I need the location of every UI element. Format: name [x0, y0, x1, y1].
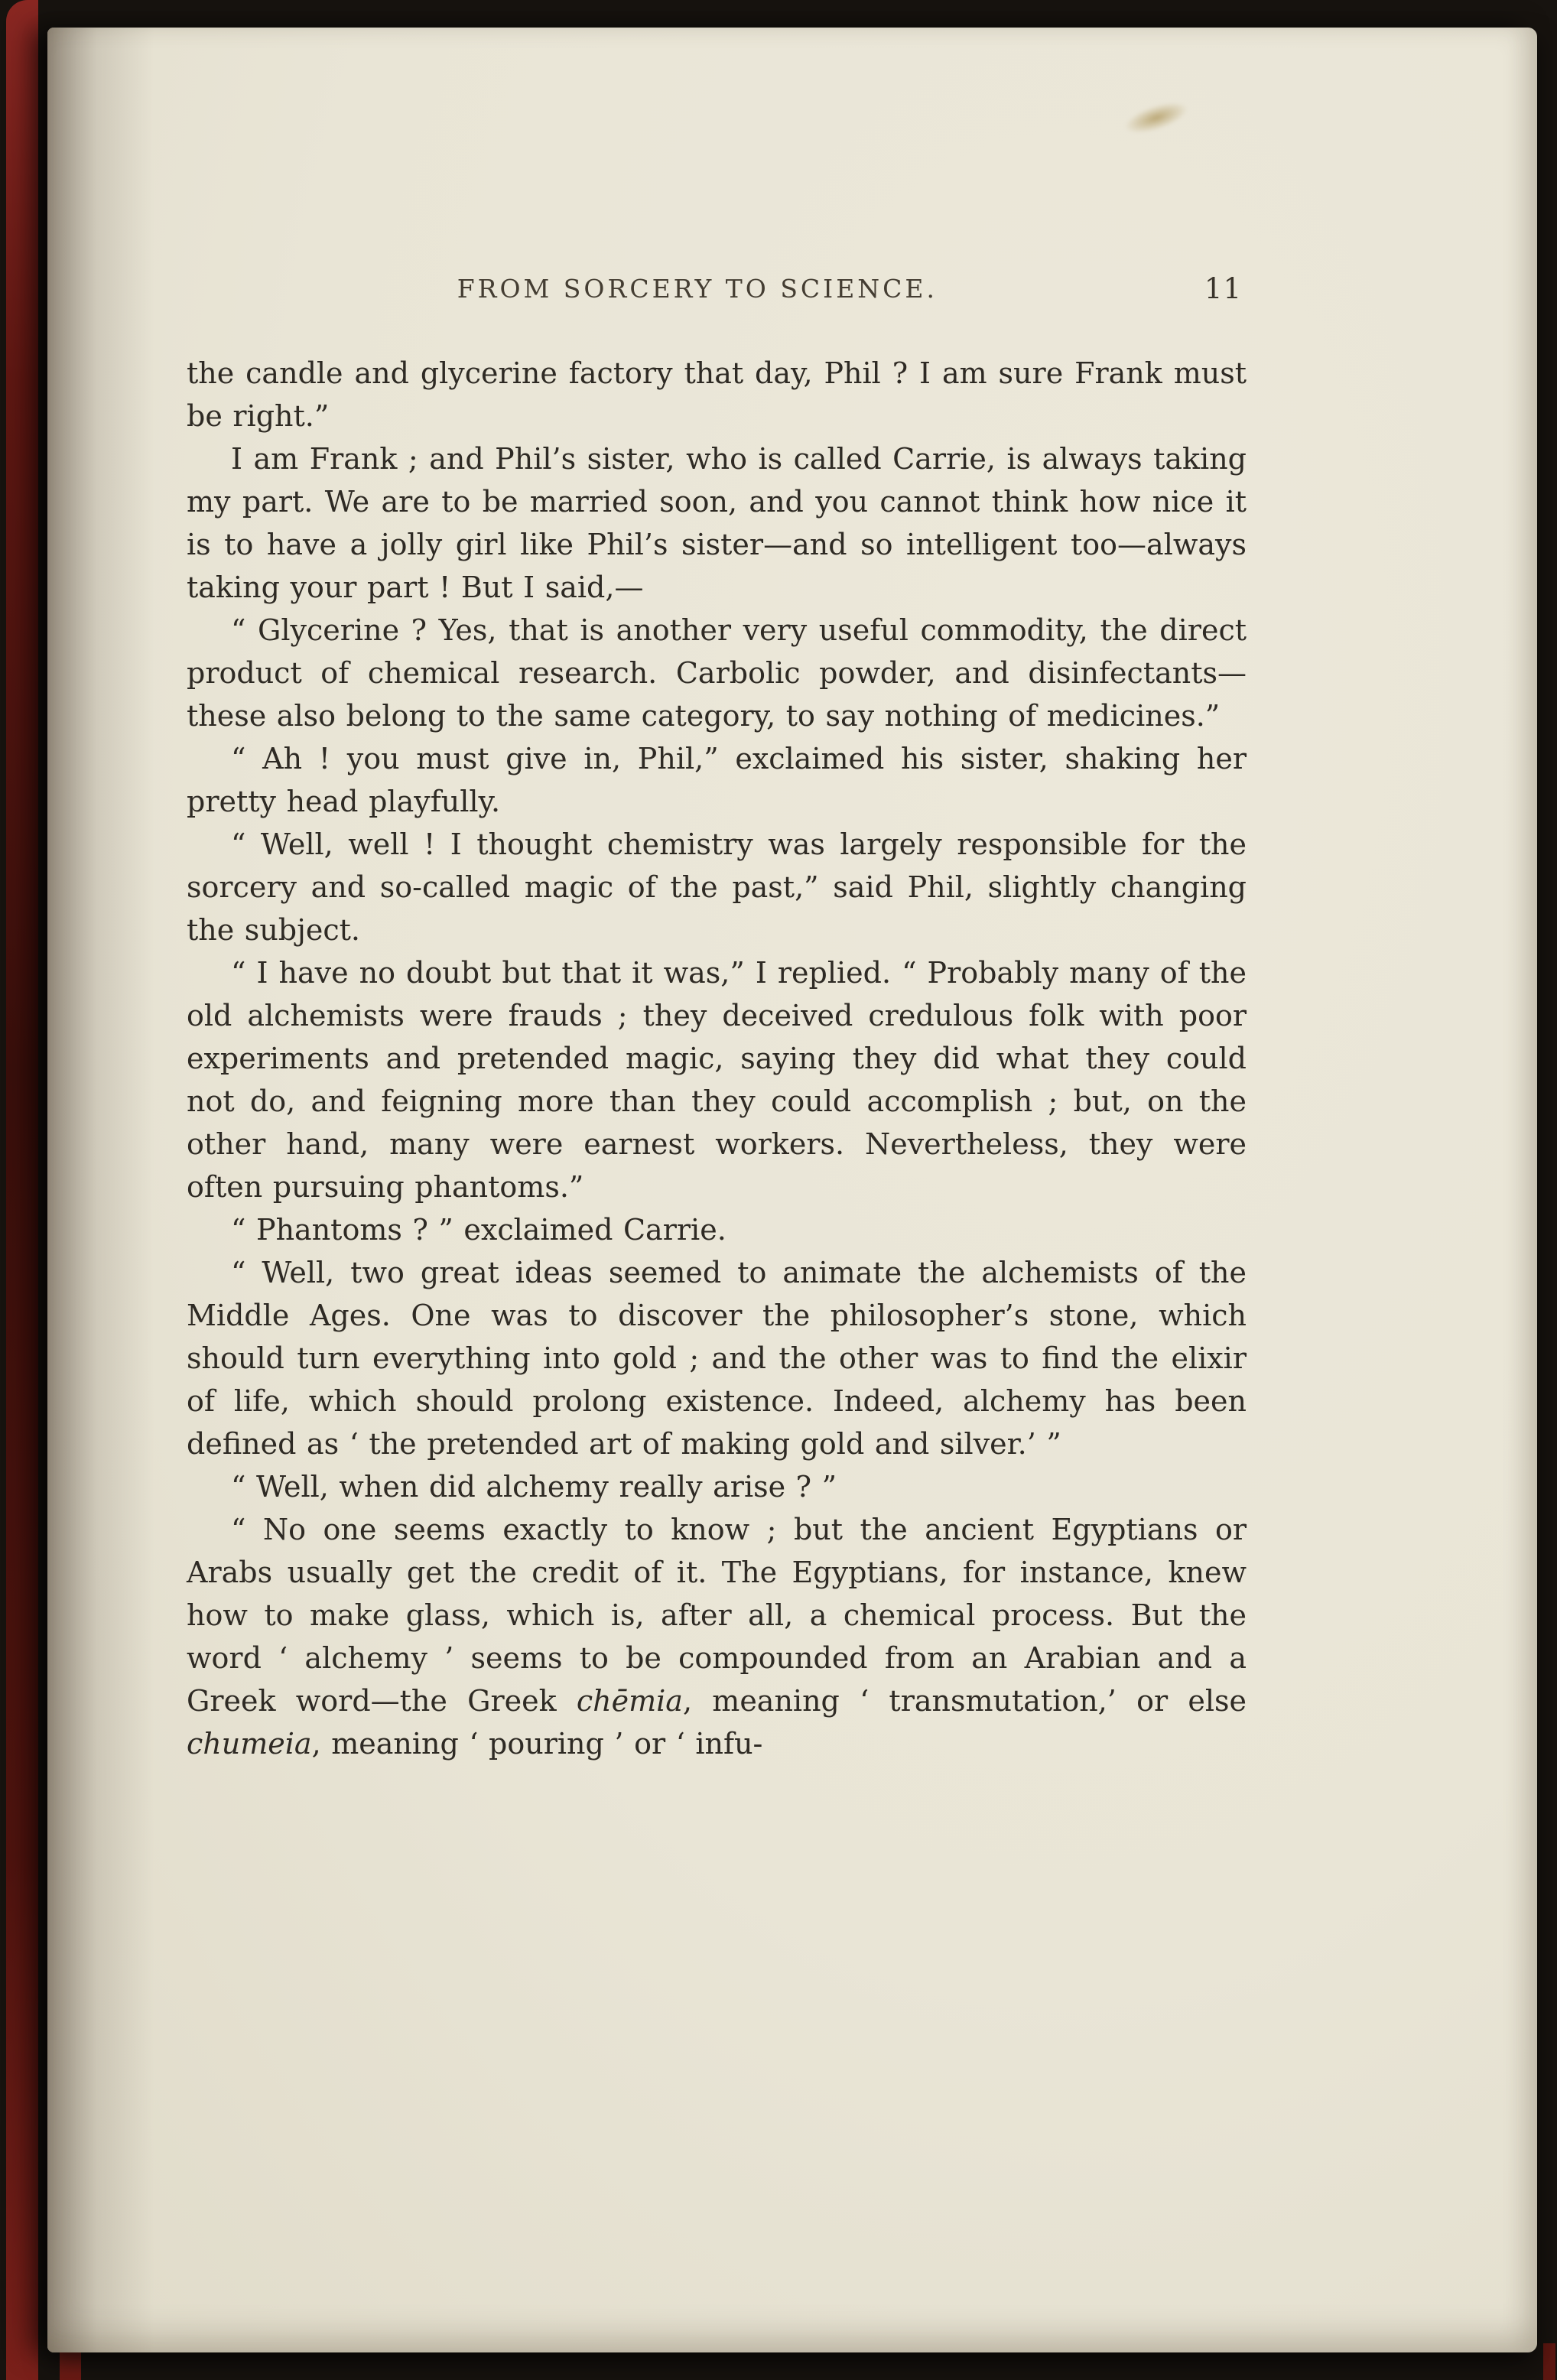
text-run: “ Well, when did alchemy really arise ? ” — [231, 1470, 837, 1504]
text-run: , meaning ‘ pouring ’ or ‘ infu- — [311, 1727, 763, 1761]
paragraph — [187, 1251, 1247, 1465]
italic-term: chumeia — [187, 1727, 312, 1761]
running-header-title: FROM SORCERY TO SCIENCE. — [457, 274, 938, 304]
paper-smudge — [1107, 88, 1205, 148]
page-number: 11 — [1204, 272, 1242, 305]
text-run: “ Well, two great ideas seemed to animate the alchemists of the Middle Ages. One was to discover the philosopher’s stone, which should turn everything into gold ; and the other was to find the elixir of life, which should prolong existence. Indeed, alchemy has been defined as ‘ the pretended art of making gold and silver.’ ” — [187, 1256, 1247, 1461]
paragraph — [187, 1465, 1247, 1508]
text-run: , meaning ‘ transmutation,’ or else — [682, 1684, 1247, 1718]
text-run: “ Ah ! you must give in, Phil,” exclaimed his sister, shaking her pretty head playfully. — [187, 742, 1247, 818]
page-gutter-shadow — [47, 28, 154, 2352]
text-run: the candle and glycerine factory that day, Phil ? I am sure Frank must be right.” — [187, 356, 1247, 433]
text-run: “ Glycerine ? Yes, that is another very useful commodity, the direct product of chemical research. Carbolic powder, and disinfectants—these also belong to the same category, to say nothing of medicines.” — [187, 613, 1247, 733]
paragraph — [187, 1508, 1247, 1765]
paragraph — [187, 609, 1247, 737]
paragraph — [187, 352, 1247, 437]
paragraph — [187, 823, 1247, 951]
page-text — [187, 352, 1247, 1765]
running-head — [187, 274, 1247, 320]
book-cover-right-edge — [1543, 2343, 1555, 2380]
italic-term: chēmia — [576, 1684, 683, 1718]
book-cover-spine — [6, 0, 38, 2380]
paragraph — [187, 437, 1247, 609]
text-run: I am Frank ; and Phil’s sister, who is called Carrie, is always taking my part. We are to be married soon, and you cannot think how nice it is to have a jolly girl like Phil’s sister—and so intelligent too—always taking your part ! But I said,— — [187, 442, 1247, 604]
book-page — [47, 28, 1537, 2352]
paragraph — [187, 737, 1247, 823]
text-run: “ Well, well ! I thought chemistry was largely responsible for the sorcery and so-called magic of the past,” said Phil, slightly changing the subject. — [187, 827, 1247, 947]
text-run: “ Phantoms ? ” exclaimed Carrie. — [231, 1213, 726, 1247]
paragraph — [187, 1208, 1247, 1251]
text-run: “ No one seems exactly to know ; but the ancient Egyptians or Arabs usually get the credit of it. The Egyptians, for instance, knew how to make glass, which is, after all, a chemical process. But the word ‘ alchemy ’ seems to be compounded from an Arabian and a Greek word—the Greek — [187, 1513, 1247, 1718]
paragraph — [187, 951, 1247, 1208]
text-run: “ I have no doubt but that it was,” I replied. “ Probably many of the old alchemists were frauds ; they deceived credulous folk with poor experiments and pretended magic, saying they did what they could not do, and feigning more than they could accomplish ; but, on the other hand, many were earnest workers. Nevertheless, they were often pursuing phantoms.” — [187, 956, 1247, 1204]
